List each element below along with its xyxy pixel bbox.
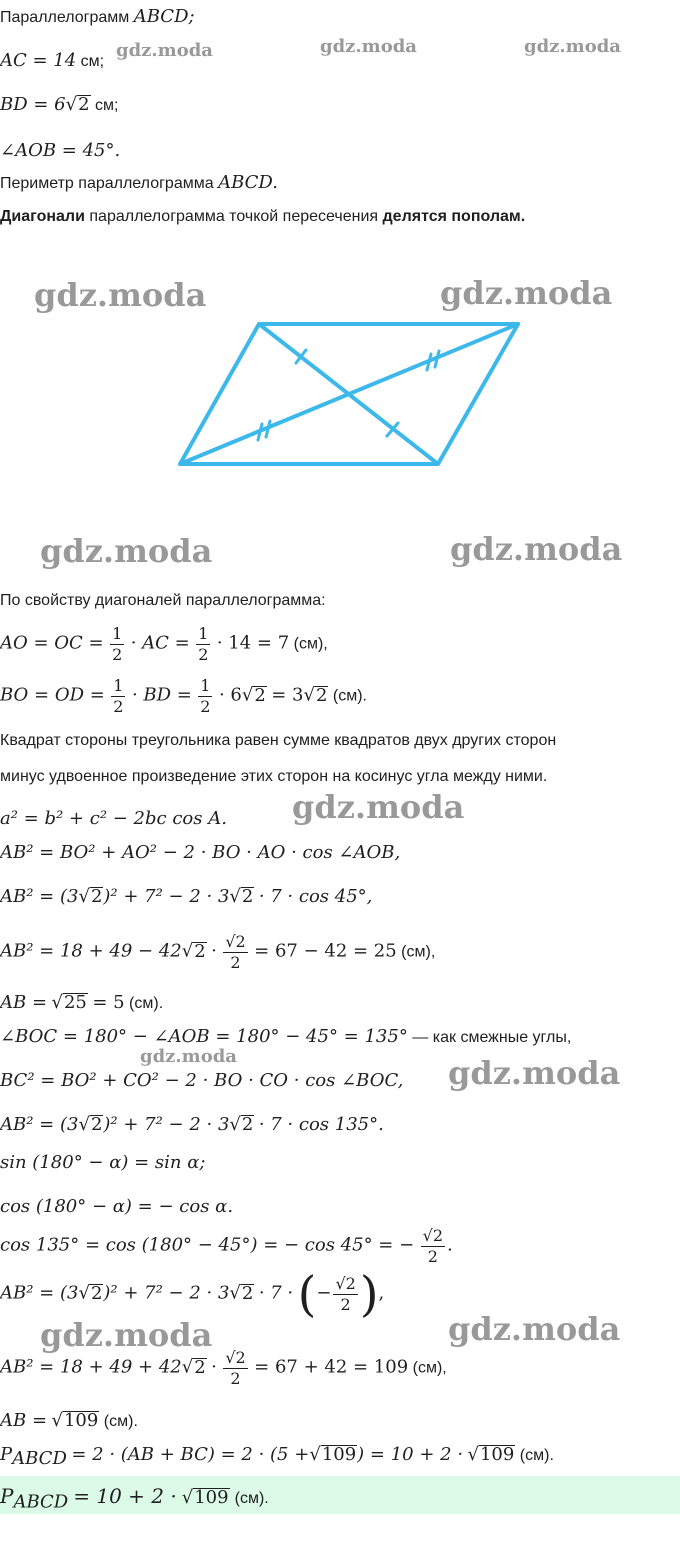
given-line-4: ∠AOB = 45°. (0, 140, 121, 161)
tick-ao-2 (266, 421, 270, 437)
given-line-2: AC = 14 см; (0, 50, 105, 71)
bc-eq-1: BC² = BO² + CO² − 2 · BO · CO · cos ∠BOC, (0, 1070, 404, 1091)
bc-eq-4: AB² = 18 + 49 + 42√2 · $\frac{√2}{2}$ = 67 + 42 = 109 (см), (0, 1348, 447, 1388)
formula: a² = b² + c² − 2bc cos A. (0, 808, 227, 829)
fraction: $\frac{√2}{2}$ (225, 1348, 246, 1388)
cos-rule-1: Квадрат стороны треугольника равен сумме квадратов двух других сторон (0, 732, 557, 749)
fraction: $\frac{1}{2}$ (200, 676, 211, 716)
watermark: gdz.moda (524, 36, 621, 57)
fraction: $\frac{√2}{2}$ (335, 1274, 356, 1314)
fraction: $\frac{√2}{2}$ (422, 1226, 444, 1266)
bc-eq-2: AB² = (3√2)² + 7² − 2 · 3√2 · 7 · cos 135°. (0, 1114, 384, 1135)
tick-oc-2 (435, 351, 439, 367)
fraction: $\frac{√2}{2}$ (225, 932, 246, 972)
ab-result: AB = √25 = 5 (см). (0, 992, 164, 1013)
ab-eq-2: AB² = (3√2)² + 7² − 2 · 3√2 · 7 · cos 45°, (0, 886, 373, 907)
tick-ao-1 (258, 424, 262, 440)
cos135-line: cos 135° = cos (180° − 45°) = − cos 45° = − $\frac{√2}{2}$ . (0, 1226, 453, 1266)
tick-oc-1 (427, 354, 431, 370)
watermark: gdz.moda (292, 788, 465, 826)
fraction: $\frac{1}{2}$ (198, 624, 209, 664)
ab-eq-3: AB² = 18 + 49 − 42√2 · $\frac{√2}{2}$ = 67 − 42 = 25 (см), (0, 932, 436, 972)
watermark: gdz.moda (448, 1054, 621, 1092)
cos-identity: cos (180° − α) = − cos α. (0, 1196, 234, 1217)
watermark: gdz.moda (40, 1316, 213, 1354)
watermark: gdz.moda (440, 274, 613, 312)
bc-eq-3: AB² = (3√2)² + 7² − 2 · 3√2 · 7 · (− $\frac{√2}{2}$ ), (0, 1266, 385, 1323)
cos-rule-2: минус удвоенное произведение этих сторон на косинус угла между ними. (0, 768, 548, 785)
fraction: $\frac{1}{2}$ (112, 624, 123, 664)
boc-line: ∠BOC = 180° − ∠AOB = 180° − 45° = 135° — как смежные углы, (0, 1026, 572, 1047)
watermark: gdz.moda (448, 1310, 621, 1348)
given-line-3: BD = 6√2 см; (0, 94, 119, 115)
perimeter-eq: $P_{ABCD} = 2 \cdot (AB + BC) = 2 \cdot (5 +√109) = 10 + 2 \cdot √109$ (см). (0, 1444, 554, 1470)
sin-identity: sin (180° − α) = sin α; (0, 1152, 206, 1173)
watermark: gdz.moda (140, 1046, 237, 1067)
watermark: gdz.moda (40, 532, 213, 570)
solution-intro: По свойству диагоналей параллелограмма: (0, 592, 326, 609)
bc-result: AB = √109 (см). (0, 1410, 138, 1431)
eq-ao: AO = OC = $\frac{1}{2}$ · AC = $\frac{1}{2}$ · 14 = 7 (см), (0, 624, 328, 664)
find-line: Периметр параллелограмма ABCD. (0, 172, 278, 193)
fraction: $\frac{1}{2}$ (113, 676, 124, 716)
watermark: gdz.moda (34, 276, 207, 314)
answer-line: $P_{ABCD} = 10 + 2 \cdot √109$ (см). (0, 1484, 269, 1513)
ab-eq-1: AB² = BO² + AO² − 2 · BO · AO · cos ∠AOB, (0, 842, 401, 863)
eq-bo: BO = OD = $\frac{1}{2}$ · BD = $\frac{1}{2}$ · 6√2 = 3√2 (см). (0, 676, 367, 716)
watermark: gdz.moda (116, 40, 213, 61)
watermark: gdz.moda (450, 530, 623, 568)
property-line: Диагонали параллелограмма точкой пересечения делятся пополам. (0, 208, 526, 225)
diagonal-ac (180, 324, 518, 464)
watermark: gdz.moda (320, 36, 417, 57)
given-line-1: Параллелограмм ABCD; (0, 6, 195, 27)
